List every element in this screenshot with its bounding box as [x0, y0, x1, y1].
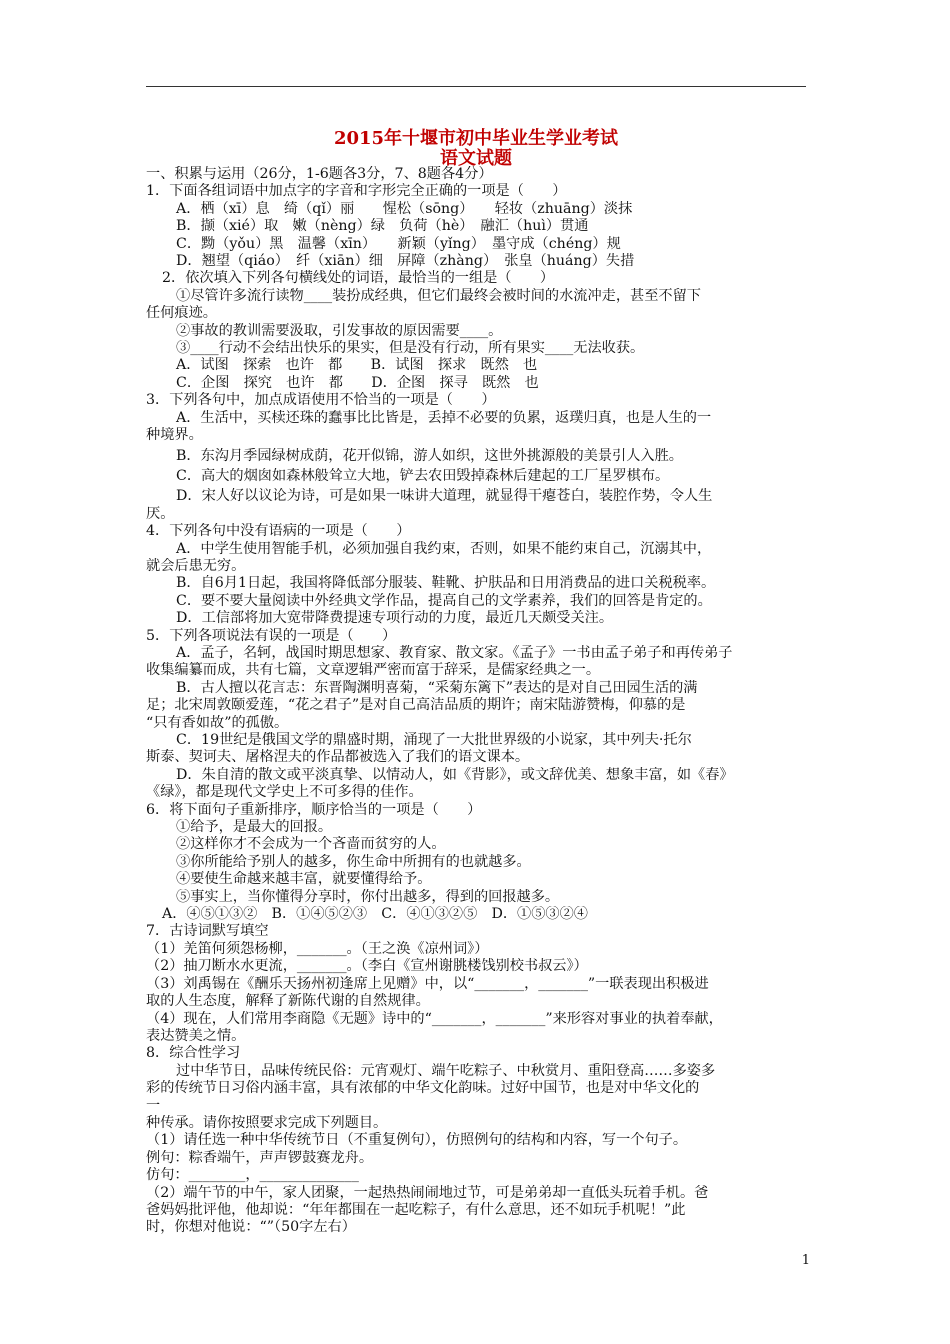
- q6-sentence-2: ②这样你才不会成为一个吝啬而贫穷的人。: [176, 836, 446, 853]
- q2-options-ab: A．试图 探索 也许 都 B．试图 探求 既然 也: [176, 357, 538, 374]
- q8-intro-cont-1: 彩的传统节日习俗内涵丰富，具有浓郁的中华文化韵味。过好中国节，也是对中华文化的: [146, 1080, 700, 1097]
- question-8: 8．综合性学习: [146, 1045, 241, 1062]
- q6-sentence-1: ①给予，是最大的回报。: [176, 819, 333, 836]
- q1-option-d: D．翘望（qiáo） 纤（xiān）细 屏障（zhàng） 张皇（huáng）失措: [176, 253, 635, 270]
- q5-option-b-cont-1: 足；北宋周敦颐爱莲，“花之君子”是对自己高洁品质的期许；南宋陆游赞梅，仰慕的是: [146, 697, 686, 714]
- q7-item-3-cont: 取的人生态度，解释了新陈代谢的自然规律。: [146, 993, 430, 1010]
- q4-option-c: C．要不要大量阅读中外经典文学作品，提高自己的文学素养，我们的回答是肯定的。: [176, 592, 712, 609]
- q3-option-a-cont: 种境界。: [146, 427, 203, 444]
- q3-option-a: A．生活中，买椟还珠的蠢事比比皆是，丢掉不必要的负累，返璞归真，也是人生的一: [176, 409, 712, 426]
- question-6: 6．将下面句子重新排序，顺序恰当的一项是（ ）: [146, 801, 482, 818]
- exam-body: [146, 166, 810, 1237]
- q2-sentence-1: ①尽管许多流行读物____装扮成经典，但它们最终会被时间的水流冲走，甚至不留下: [176, 287, 701, 304]
- q5-option-d: D．朱自清的散文或平淡真挚、以情动人，如《背影》，或文辞优美、想象丰富，如《春》: [176, 766, 734, 783]
- q6-sentence-3: ③你所能给予别人的越多，你生命中所拥有的也就越多。: [176, 853, 531, 870]
- q7-item-4: （4）现在，人们常用李商隐《无题》诗中的“_______，_______”来形容对事业的执着奉献，: [146, 1010, 723, 1027]
- q8-intro: 过中华节日，品味传统民俗：元宵观灯、端午吃粽子、中秋赏月、重阳登高……多姿多: [176, 1062, 716, 1079]
- q7-item-4-cont: 表达赞美之情。: [146, 1027, 246, 1044]
- q8-item-2: （2）端午节的中午，家人团聚，一起热热闹闹地过节，可是弟弟却一直低头玩着手机。爸: [146, 1184, 709, 1201]
- q3-option-d: D．宋人好以议论为诗，可是如果一味讲大道理，就显得干瘪苍白，装腔作势，令人生: [176, 488, 713, 505]
- question-5: 5．下列各项说法有误的一项是（ ）: [146, 627, 397, 644]
- q4-option-a-cont: 就会后患无穷。: [146, 557, 246, 574]
- page-subtitle: 语文试题: [440, 148, 512, 169]
- q5-option-b: B．古人擅以花言志：东晋陶渊明喜菊，“采菊东篱下”表达的是对自己田园生活的满: [176, 679, 698, 696]
- header-rule: [146, 86, 806, 87]
- q8-item-2-cont-2: 时，你想对他说：“”（50字左右）: [146, 1219, 356, 1236]
- question-2: 2．依次填入下列各句横线处的词语，最恰当的一组是（ ）: [162, 270, 555, 287]
- question-1: 1．下面各组词语中加点字的字音和字形完全正确的一项是（ ）: [146, 183, 567, 200]
- q1-option-b: B．撷（xié）取 嫩（nèng）绿 负荷（hè） 融汇（huì）贯通: [176, 218, 589, 235]
- q8-imitation-blank: 仿句：________，______________: [146, 1167, 359, 1184]
- q6-options: A．④⑤①③② B．①④⑤②③ C．④①③②⑤ D．①⑤③②④: [162, 906, 588, 923]
- q8-item-2-cont-1: 爸妈妈批评他，他却说：“年年都围在一起吃粽子，有什么意思，还不如玩手机呢！”此: [146, 1201, 686, 1218]
- page-title: 2015年十堰市初中毕业生学业考试: [333, 128, 619, 149]
- q4-option-b: B．自6月1日起，我国将降低部分服装、鞋靴、护肤品和日用消费品的进口关税税率。: [176, 575, 716, 592]
- q4-option-d: D．工信部将加大宽带降费提速专项行动的力度，最近几天颇受关注。: [176, 610, 614, 627]
- q2-sentence-1-cont: 任何痕迹。: [146, 305, 217, 322]
- q7-item-3: （3）刘禹锡在《酬乐天扬州初逢席上见赠》中，以“_______，_______”一联表现出积极进: [146, 975, 709, 992]
- q2-sentence-2: ②事故的教训需要汲取，引发事故的原因需要____。: [176, 322, 503, 339]
- q1-option-c: C．黝（yǒu）黑 温馨（xīn） 新颖（yǐng） 墨守成（chéng）规: [176, 235, 621, 252]
- section-heading: 一、积累与运用（26分，1-6题各3分，7、8题各4分）: [146, 166, 493, 182]
- q7-item-1: （1）羌笛何须怨杨柳，_______。（王之涣《凉州词》）: [146, 940, 489, 957]
- q4-option-a: A．中学生使用智能手机，必须加强自我约束，否则，如果不能约束自己，沉溺其中，: [176, 540, 712, 557]
- q5-option-a-cont: 收集编纂而成，共有七篇，文章逻辑严密而富于辞采，是儒家经典之一。: [146, 662, 601, 679]
- q8-example: 例句：粽香端午，声声锣鼓赛龙舟。: [146, 1149, 374, 1166]
- q8-item-1: （1）请任选一种中华传统节日（不重复例句），仿照例句的结构和内容，写一个句子。: [146, 1132, 688, 1149]
- q2-options-cd: C．企图 探究 也许 都 D．企图 探寻 既然 也: [176, 374, 539, 391]
- q6-sentence-5: ⑤事实上，当你懂得分享时，你付出越多，得到的回报越多。: [176, 888, 560, 905]
- page-number: 1: [801, 1253, 810, 1268]
- q5-option-c: C．19世纪是俄国文学的鼎盛时期，涌现了一大批世界级的小说家，其中列夫·托尔: [176, 732, 692, 748]
- q1-option-a: A．栖（xī）息 绮（qǐ）丽 惺松（sōng） 轻妆（zhuāng）淡抹: [176, 200, 633, 217]
- q3-option-c: C．高大的烟囱如森林般耸立大地，铲去农田毁掉森林后建起的工厂星罗棋布。: [176, 467, 670, 484]
- question-3: 3．下列各句中，加点成语使用不恰当的一项是（ ）: [146, 392, 496, 409]
- q5-option-b-cont-2: “只有香如故”的孤傲。: [146, 714, 289, 731]
- q3-option-b: B．东沟月季园绿树成荫，花开似锦，游人如织，这世外挑源般的美景引人入胜。: [176, 447, 683, 464]
- q8-intro-cont-2: 一: [146, 1097, 161, 1114]
- q5-option-c-cont: 斯泰、契诃夫、屠格涅夫的作品都被选入了我们的语文课本。: [146, 749, 530, 766]
- question-7: 7．古诗词默写填空: [146, 923, 269, 940]
- q8-intro-cont-3: 种传承。请你按照要求完成下列题目。: [146, 1114, 388, 1131]
- q2-sentence-3: ③____行动不会结出快乐的果实，但是没有行动，所有果实____无法收获。: [176, 340, 645, 357]
- q7-item-2: （2）抽刀断水水更流，_______。（李白《宣州谢朓楼饯别校书叔云》）: [146, 958, 588, 975]
- q6-sentence-4: ④要使生命越来越丰富，就要懂得给予。: [176, 871, 432, 888]
- question-4: 4．下列各句中没有语病的一项是（ ）: [146, 523, 411, 540]
- q5-option-d-cont: 《绿》，都是现代文学史上不可多得的佳作。: [146, 784, 423, 801]
- q5-option-a: A．孟子，名轲，战国时期思想家、教育家、散文家。《孟子》一书由孟子弟子和再传弟子: [176, 644, 733, 661]
- q3-option-d-cont: 厌。: [146, 505, 175, 522]
